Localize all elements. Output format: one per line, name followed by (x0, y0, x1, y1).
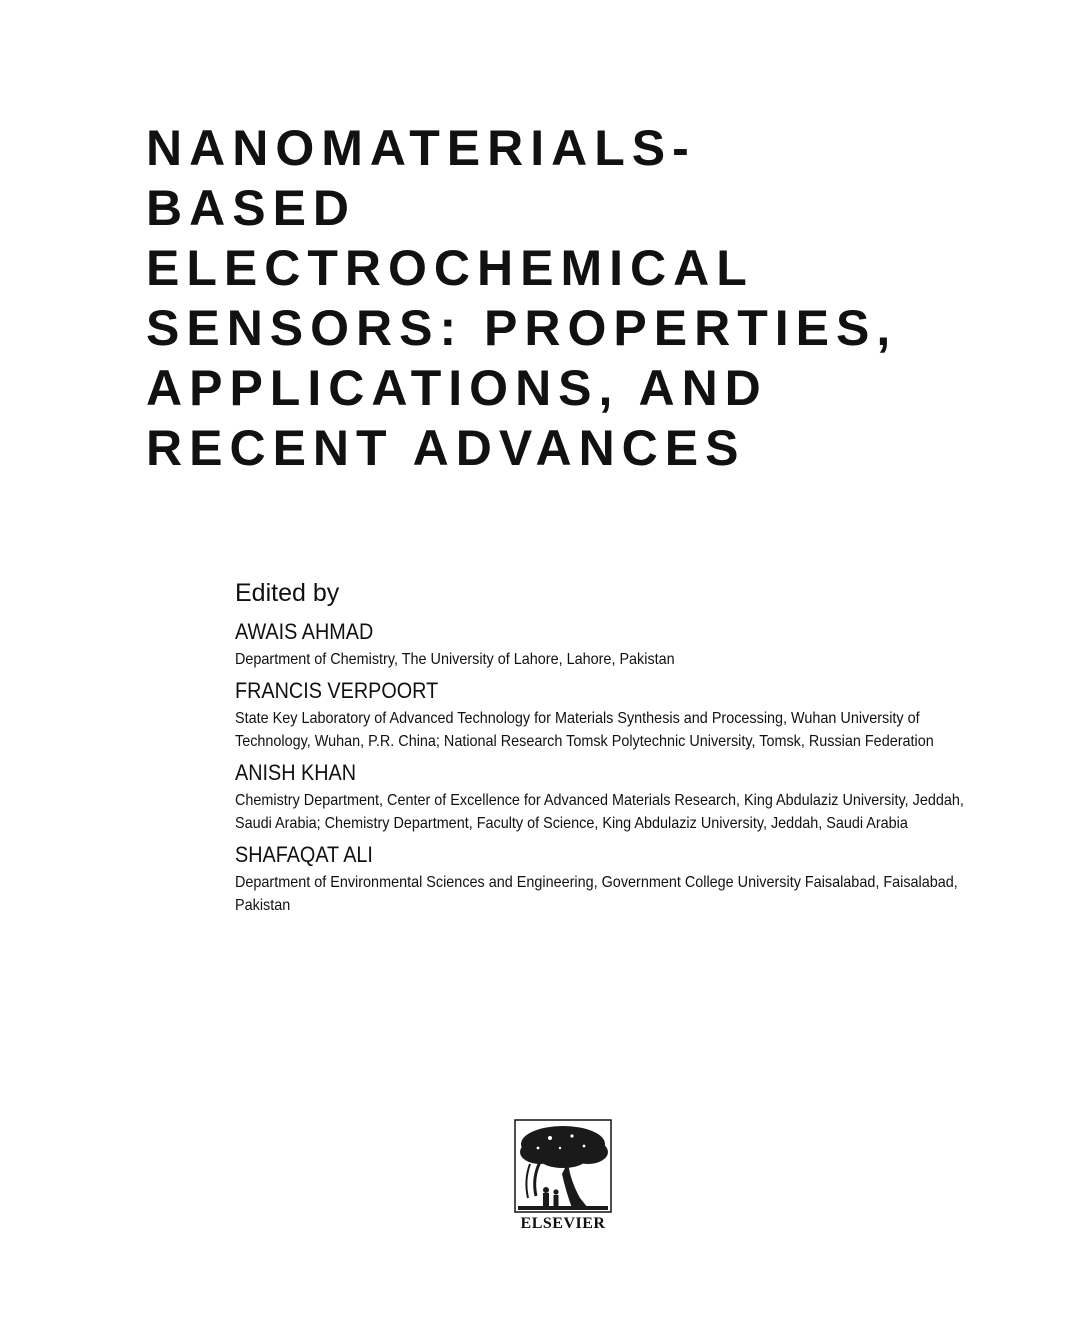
book-title (146, 118, 1046, 478)
title-line: RECENT ADVANCES (146, 420, 746, 476)
title-line: APPLICATIONS, AND (146, 360, 768, 416)
editor-name: SHAFAQAT ALI (235, 842, 373, 867)
editor-entry (235, 841, 995, 917)
editor-affiliation: Department of Environmental Sciences and Engineering, Government College University Faisalabad, Faisalabad, Pakistan (235, 874, 958, 914)
title-line: BASED (146, 180, 357, 236)
title-line: ELECTROCHEMICAL (146, 240, 754, 296)
editor-entry (235, 677, 995, 753)
title-line: SENSORS: PROPERTIES, (146, 300, 898, 356)
editor-name: ANISH KHAN (235, 760, 357, 785)
editor-affiliation: Chemistry Department, Center of Excellence for Advanced Materials Research, King Abdulaziz University, Jeddah, Saudi Arabia; Chemistry Department, Faculty of Science, King Abdulaziz University, Jeddah, Saudi Arabia (235, 792, 964, 832)
editor-affiliation: State Key Laboratory of Advanced Technology for Materials Synthesis and Processing, Wuhan University of Technology, Wuhan, P.R. China; National Research Tomsk Polytechnic University, Tomsk, Russian Federation (235, 710, 934, 750)
editor-entry (235, 618, 995, 671)
elsevier-tree-icon (510, 1118, 616, 1214)
editor-entry (235, 759, 995, 835)
editor-name: AWAIS AHMAD (235, 619, 374, 644)
publisher-logo (510, 1118, 616, 1238)
title-line: NANOMATERIALS- (146, 120, 696, 176)
publisher-name: ELSEVIER (520, 1215, 606, 1232)
editor-affiliation: Department of Chemistry, The University of Lahore, Lahore, Pakistan (235, 651, 675, 668)
editor-name: FRANCIS VERPOORT (235, 678, 439, 703)
edited-by-label: Edited by (235, 579, 340, 607)
editors-section (235, 576, 995, 923)
